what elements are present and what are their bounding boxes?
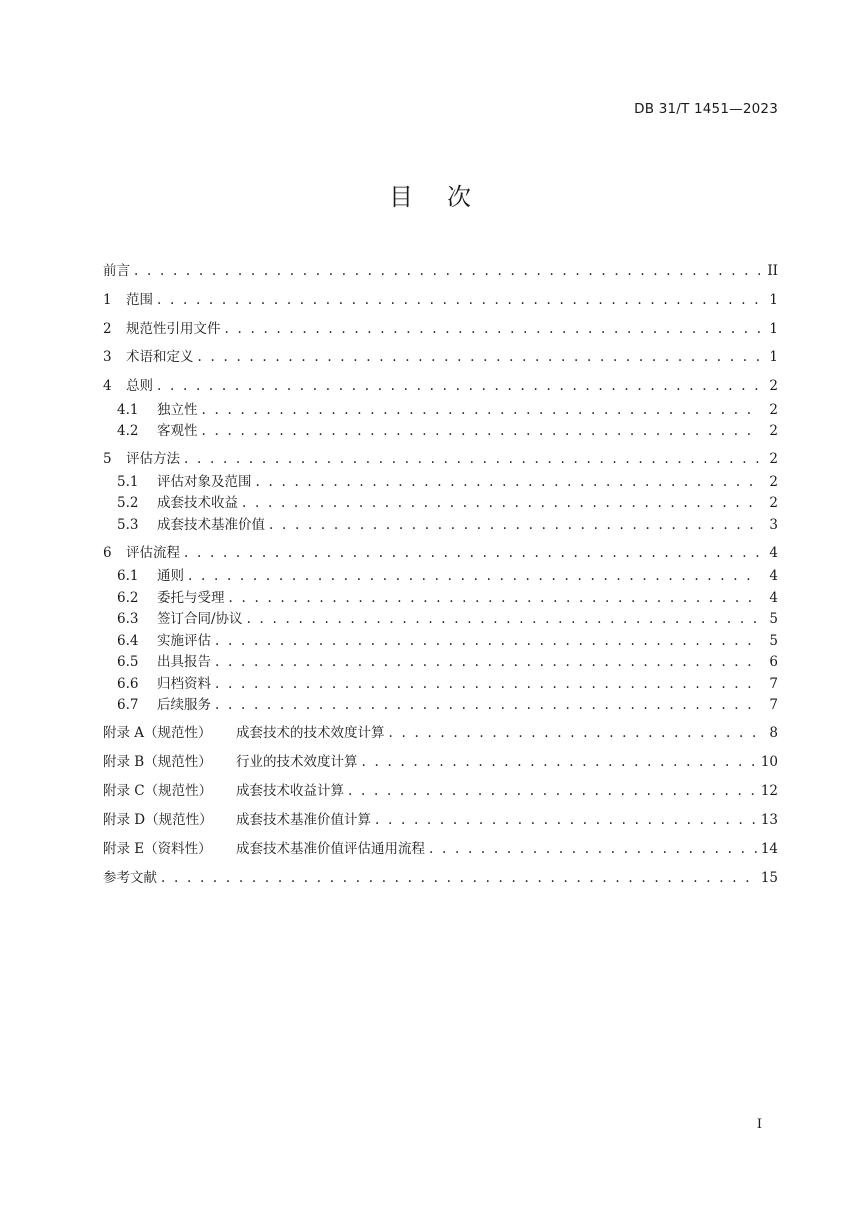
toc-entry-page: II [767, 263, 778, 279]
toc-entry-2[interactable] [103, 320, 778, 338]
toc-entry-label: 签订合同/协议 [157, 611, 243, 627]
toc-entry-5-2[interactable] [117, 494, 778, 512]
toc-entry-number: 5.1 [117, 474, 139, 490]
standard-code: DB 31/T 1451—2023 [634, 101, 778, 117]
toc-appendix-tag: 附录 B（规范性） [103, 754, 212, 770]
toc-leader-dots [202, 401, 761, 419]
toc-entry-6-7[interactable] [117, 696, 778, 714]
toc-appendix-tag: 附录 A（规范性） [103, 725, 212, 741]
toc-entry-page: 2 [769, 495, 778, 511]
toc-leader-dots [198, 348, 761, 366]
toc-entry-page: 1 [769, 349, 778, 365]
toc-entry-label: 总则 [126, 378, 153, 394]
toc-leader-dots [157, 291, 760, 309]
toc-entry-page: 10 [760, 754, 778, 770]
toc-entry-6[interactable] [103, 544, 778, 562]
toc-leader-dots [215, 632, 760, 650]
toc-entry-appendix-c[interactable] [103, 782, 778, 800]
toc-entry-number: 6.7 [117, 697, 139, 713]
toc-entry-label: 出具报告 [157, 654, 211, 670]
toc-entry-page: 6 [769, 654, 778, 670]
toc-entry-number: 4.2 [117, 423, 139, 439]
toc-entry-1[interactable] [103, 291, 778, 309]
toc-entry-3[interactable] [103, 348, 778, 366]
toc-entry-number: 6 [103, 545, 112, 561]
toc-leader-dots [184, 450, 760, 468]
toc-leader-dots [242, 494, 760, 512]
toc-entry-6-1[interactable] [117, 567, 778, 585]
toc-entry-appendix-b[interactable] [103, 753, 778, 771]
toc-leader-dots [375, 811, 757, 829]
toc-entry-number: 4.1 [117, 402, 139, 418]
toc-leader-dots [215, 696, 760, 714]
toc-entry-5-1[interactable] [117, 473, 778, 491]
toc-leader-dots [215, 675, 760, 693]
toc-entry-label: 独立性 [157, 402, 198, 418]
toc-leader-dots [188, 567, 760, 585]
toc-entry-number: 6.2 [117, 590, 139, 606]
toc-entry-number: 5.2 [117, 495, 139, 511]
toc-entry-label: 参考文献 [103, 870, 157, 886]
toc-entry-4[interactable] [103, 377, 778, 395]
toc-entry-page: 4 [769, 590, 778, 606]
toc-entry-foreword[interactable] [103, 262, 778, 280]
toc-entry-label: 成套技术基准价值计算 [236, 812, 371, 828]
toc-entry-number: 1 [103, 292, 112, 308]
toc-entry-page: 14 [760, 841, 778, 857]
toc-entry-label: 行业的技术效度计算 [236, 754, 358, 770]
toc-entry-page: 2 [769, 451, 778, 467]
toc-entry-appendix-e[interactable] [103, 840, 778, 858]
toc-leader-dots [362, 753, 757, 771]
toc-leader-dots [157, 377, 760, 395]
toc-entry-page: 5 [769, 611, 778, 627]
toc-entry-page: 2 [769, 423, 778, 439]
toc-entry-number: 6.6 [117, 676, 139, 692]
toc-entry-label: 归档资料 [157, 676, 211, 692]
toc-entry-label: 通则 [157, 568, 184, 584]
toc-entry-label: 评估方法 [126, 451, 180, 467]
toc-leader-dots [202, 422, 761, 440]
toc-entry-label: 评估对象及范围 [157, 474, 252, 490]
toc-entry-page: 1 [769, 321, 778, 337]
toc-entry-page: 4 [769, 568, 778, 584]
toc-entry-number: 6.3 [117, 611, 139, 627]
toc-leader-dots [256, 473, 761, 491]
toc-leader-dots [348, 782, 757, 800]
toc-entry-page: 1 [769, 292, 778, 308]
toc-title-char-2: 次 [447, 183, 471, 211]
toc-entry-page: 4 [769, 545, 778, 561]
toc-entry-6-2[interactable] [117, 589, 778, 607]
toc-entry-label: 委托与受理 [157, 590, 225, 606]
toc-entry-4-1[interactable] [117, 401, 778, 419]
toc-entry-number: 5 [103, 451, 112, 467]
toc-leader-dots [225, 320, 761, 338]
page-number: I [756, 1117, 762, 1132]
toc-entry-6-5[interactable] [117, 653, 778, 671]
toc-entry-6-3[interactable] [117, 610, 778, 628]
toc-entry-5[interactable] [103, 450, 778, 468]
toc-entry-appendix-a[interactable] [103, 724, 778, 742]
toc-entry-page: 13 [760, 812, 778, 828]
toc-leader-dots [215, 653, 760, 671]
toc-entry-number: 5.3 [117, 517, 139, 533]
toc-entry-label: 客观性 [157, 423, 198, 439]
toc-entry-page: 15 [760, 870, 778, 886]
toc-entry-6-6[interactable] [117, 675, 778, 693]
toc-entry-page: 12 [760, 783, 778, 799]
toc-entry-page: 3 [769, 517, 778, 533]
toc-entry-references[interactable] [103, 869, 778, 887]
toc-leader-dots [134, 262, 760, 280]
toc-entry-page: 7 [769, 697, 778, 713]
toc-appendix-tag: 附录 E（资料性） [103, 841, 212, 857]
toc-entry-page: 8 [769, 725, 778, 741]
toc-entry-6-4[interactable] [117, 632, 778, 650]
toc-entry-label: 规范性引用文件 [126, 321, 221, 337]
toc-entry-page: 2 [769, 402, 778, 418]
toc-leader-dots [247, 610, 760, 628]
toc-entry-number: 6.4 [117, 633, 139, 649]
toc-appendix-tag: 附录 D（规范性） [103, 812, 213, 828]
toc-entry-4-2[interactable] [117, 422, 778, 440]
toc-entry-page: 2 [769, 474, 778, 490]
toc-entry-5-3[interactable] [117, 516, 778, 534]
toc-entry-label: 范围 [126, 292, 153, 308]
toc-entry-number: 3 [103, 349, 112, 365]
toc-entry-label: 成套技术基准价值评估通用流程 [236, 841, 425, 857]
toc-entry-number: 2 [103, 321, 112, 337]
toc-title [0, 181, 860, 213]
toc-entry-label: 成套技术的技术效度计算 [236, 725, 385, 741]
toc-leader-dots [269, 516, 760, 534]
toc-entry-label: 成套技术收益 [157, 495, 238, 511]
toc-appendix-tag: 附录 C（规范性） [103, 783, 213, 799]
toc-entry-label: 术语和定义 [126, 349, 194, 365]
toc-title-char-1: 目 [389, 183, 413, 211]
toc-leader-dots [389, 724, 761, 742]
toc-entry-page: 2 [769, 378, 778, 394]
toc-entry-label: 前言 [103, 263, 130, 279]
toc-entry-label: 评估流程 [126, 545, 180, 561]
toc-entry-number: 6.5 [117, 654, 139, 670]
toc-leader-dots [429, 840, 757, 858]
toc-leader-dots [184, 544, 760, 562]
toc-entry-label: 后续服务 [157, 697, 211, 713]
toc-entry-label: 成套技术收益计算 [236, 783, 344, 799]
toc-entry-page: 5 [769, 633, 778, 649]
toc-entry-label: 实施评估 [157, 633, 211, 649]
toc-entry-label: 成套技术基准价值 [157, 517, 265, 533]
toc-entry-page: 7 [769, 676, 778, 692]
toc-leader-dots [161, 869, 757, 887]
toc-leader-dots [229, 589, 761, 607]
toc-entry-number: 6.1 [117, 568, 139, 584]
toc-entry-appendix-d[interactable] [103, 811, 778, 829]
toc-entry-number: 4 [103, 378, 112, 394]
